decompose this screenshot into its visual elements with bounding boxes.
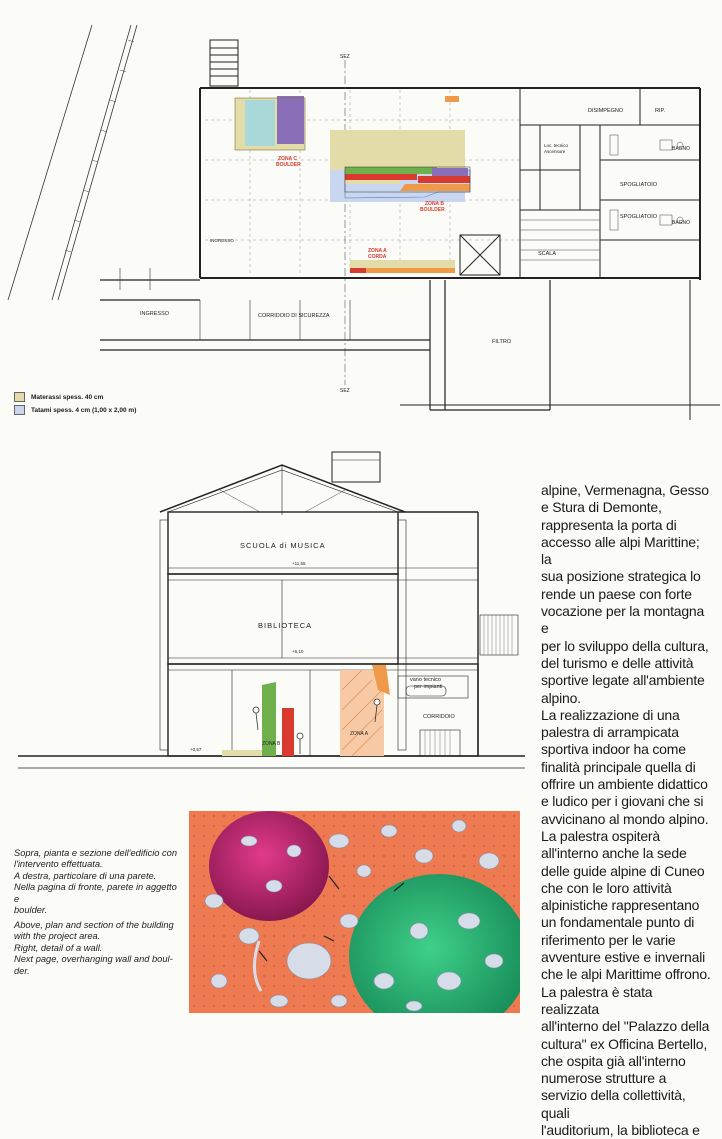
body-line: avventure estive e invernali xyxy=(541,949,706,966)
body-line: cultura" ex Officina Bertello, xyxy=(541,1035,708,1052)
corridoio-label: CORRIDOIO DI SICUREZZA xyxy=(258,313,330,319)
body-line: delle guide alpine di Cuneo xyxy=(541,862,705,879)
climbing-wall-photo xyxy=(189,811,520,1013)
body-line: che le alpi Marittime offrono. xyxy=(541,966,711,983)
caption-line: Above, plan and section of the building xyxy=(14,920,174,930)
body-line: rende un paese con forte xyxy=(541,585,692,602)
body-line: all'interno del "Palazzo della xyxy=(541,1018,710,1035)
article-body xyxy=(541,482,713,1139)
body-line: sportiva indoor ha come xyxy=(541,741,686,758)
climbing-wall-illustration xyxy=(189,811,520,1013)
loc-tecnico-label: Loc. tecnico xyxy=(544,143,569,148)
section-red-wall xyxy=(282,708,294,756)
caption-line: Right, detail of a wall. xyxy=(14,942,103,953)
body-line: alpinistiche rappresentano xyxy=(541,897,700,914)
caption-line: l'intervento effettuata. xyxy=(14,859,103,870)
body-line: accesso alle alpi Marittine; la xyxy=(541,533,700,568)
caption-italian xyxy=(14,848,184,916)
body-line: finalità principale quella di xyxy=(541,758,696,775)
legend-materassi xyxy=(14,392,103,402)
caption-line: with the project area. xyxy=(14,931,101,942)
legend-materassi-text: Materassi spess. 40 cm xyxy=(31,393,104,401)
zona-c-sub: BOULDER xyxy=(276,162,301,168)
zona-b-green-wall xyxy=(345,167,437,174)
body-line: che ospita già all'interno xyxy=(541,1052,686,1069)
body-line: servizio della collettività, quali xyxy=(541,1087,686,1121)
zona-a-label: ZONA A xyxy=(368,248,387,254)
body-line: La realizzazione di una xyxy=(541,706,680,723)
body-line: La palestra è stata realizzata xyxy=(541,983,653,1017)
body-line: alpino. xyxy=(541,689,581,706)
sez-top-label: SEZ xyxy=(340,54,350,60)
caption-english xyxy=(14,920,184,977)
ingresso-small-label: INGRESSO xyxy=(210,238,234,243)
ascensore-label: Ascensore xyxy=(544,149,566,154)
caption-line: der. xyxy=(14,965,30,976)
zona-b-red-wall xyxy=(345,174,417,180)
vano-label-1: vano tecnico xyxy=(410,677,441,683)
body-line: un fondamentale punto di xyxy=(541,914,695,931)
legend-tatami-text: Tatami spess. 4 cm (1,00 x 2,00 m) xyxy=(31,406,137,414)
rip-label: RIP. xyxy=(655,108,665,114)
corridoio-section-label: CORRIDOIO xyxy=(423,714,455,720)
filtro-label: FILTRO xyxy=(492,339,512,345)
body-line: numerose strutture a xyxy=(541,1070,667,1087)
sez-bottom-label: SEZ xyxy=(340,388,350,394)
building-section xyxy=(0,440,540,800)
body-line: per lo sviluppo della cultura, xyxy=(541,637,709,654)
body-line: vocazione per la montagna e xyxy=(541,603,705,637)
zona-c-teal-wall xyxy=(245,100,275,146)
caption-line: Sopra, pianta e sezione dell'edificio con xyxy=(14,848,178,858)
body-line: palestra di arrampicata xyxy=(541,724,679,741)
caption-line: Nella pagina di fronte, parete in aggetto e xyxy=(14,882,177,904)
scala-label: SCALA xyxy=(538,251,557,257)
body-line: all'interno anche la sede xyxy=(541,845,687,862)
body-line: La palestra ospiterà xyxy=(541,827,660,844)
zona-b-section-label: ZONA B xyxy=(262,741,281,747)
biblioteca-label: BIBLIOTECA xyxy=(258,621,313,630)
level-base: +0,57 xyxy=(190,747,202,752)
caption-line: boulder. xyxy=(14,905,48,916)
ingresso-label: INGRESSO xyxy=(140,311,170,317)
body-line: l'auditorium, la biblioteca e xyxy=(541,1121,700,1138)
bagno-2-label: BAGNO xyxy=(672,220,691,226)
legend-tatami xyxy=(14,405,136,415)
scuola-label: SCUOLA di MUSICA xyxy=(240,541,326,550)
pink-volume xyxy=(209,811,329,921)
caption-line: A destra, particolare di una parete. xyxy=(14,870,157,881)
body-line: e ludico per i giovani che si xyxy=(541,793,704,810)
body-line: avvicinano al mondo alpino. xyxy=(541,810,709,827)
body-line: alpine, Vermenagna, Gesso xyxy=(541,482,709,498)
body-line: del turismo e delle attività xyxy=(541,654,694,671)
zona-b-mat xyxy=(330,130,465,170)
caption-line: Next page, overhanging wall and boul- xyxy=(14,954,173,965)
zona-c-label: ZONA C xyxy=(278,156,297,162)
section-mat xyxy=(222,750,262,756)
body-line: riferimento per le varie xyxy=(541,931,676,948)
spogliatoio-1-label: SPOGLIATOIO xyxy=(620,182,658,188)
body-line: che con le loro attività xyxy=(541,879,672,896)
zona-c-purple-wall xyxy=(277,96,304,144)
zona-a-sub: CORDA xyxy=(368,254,387,260)
body-line: rappresenta la porta di xyxy=(541,516,677,533)
floor-plan xyxy=(0,0,722,440)
zona-b-purple-wall xyxy=(432,168,468,176)
zona-a-section-label: ZONA A xyxy=(350,731,369,737)
spogliatoio-2-label: SPOGLIATOIO xyxy=(620,214,658,220)
tatami-swatch xyxy=(14,405,25,415)
zona-b-sub: BOULDER xyxy=(420,207,445,213)
level-top: +11,55 xyxy=(292,561,306,566)
body-line: sportive legate all'ambiente xyxy=(541,672,705,689)
zona-b-label: ZONA B xyxy=(425,201,444,207)
body-line: offrire un ambiente didattico xyxy=(541,776,708,793)
materassi-swatch xyxy=(14,392,25,402)
bagno-1-label: BAGNO xyxy=(672,146,691,152)
disimpegno-label: DISIMPEGNO xyxy=(588,108,624,114)
body-line: sua posizione strategica lo xyxy=(541,568,701,585)
body-line: e Stura di Demonte, xyxy=(541,499,662,516)
level-mid: +6,10 xyxy=(292,649,304,654)
vano-label-2: per impianti xyxy=(414,684,443,690)
